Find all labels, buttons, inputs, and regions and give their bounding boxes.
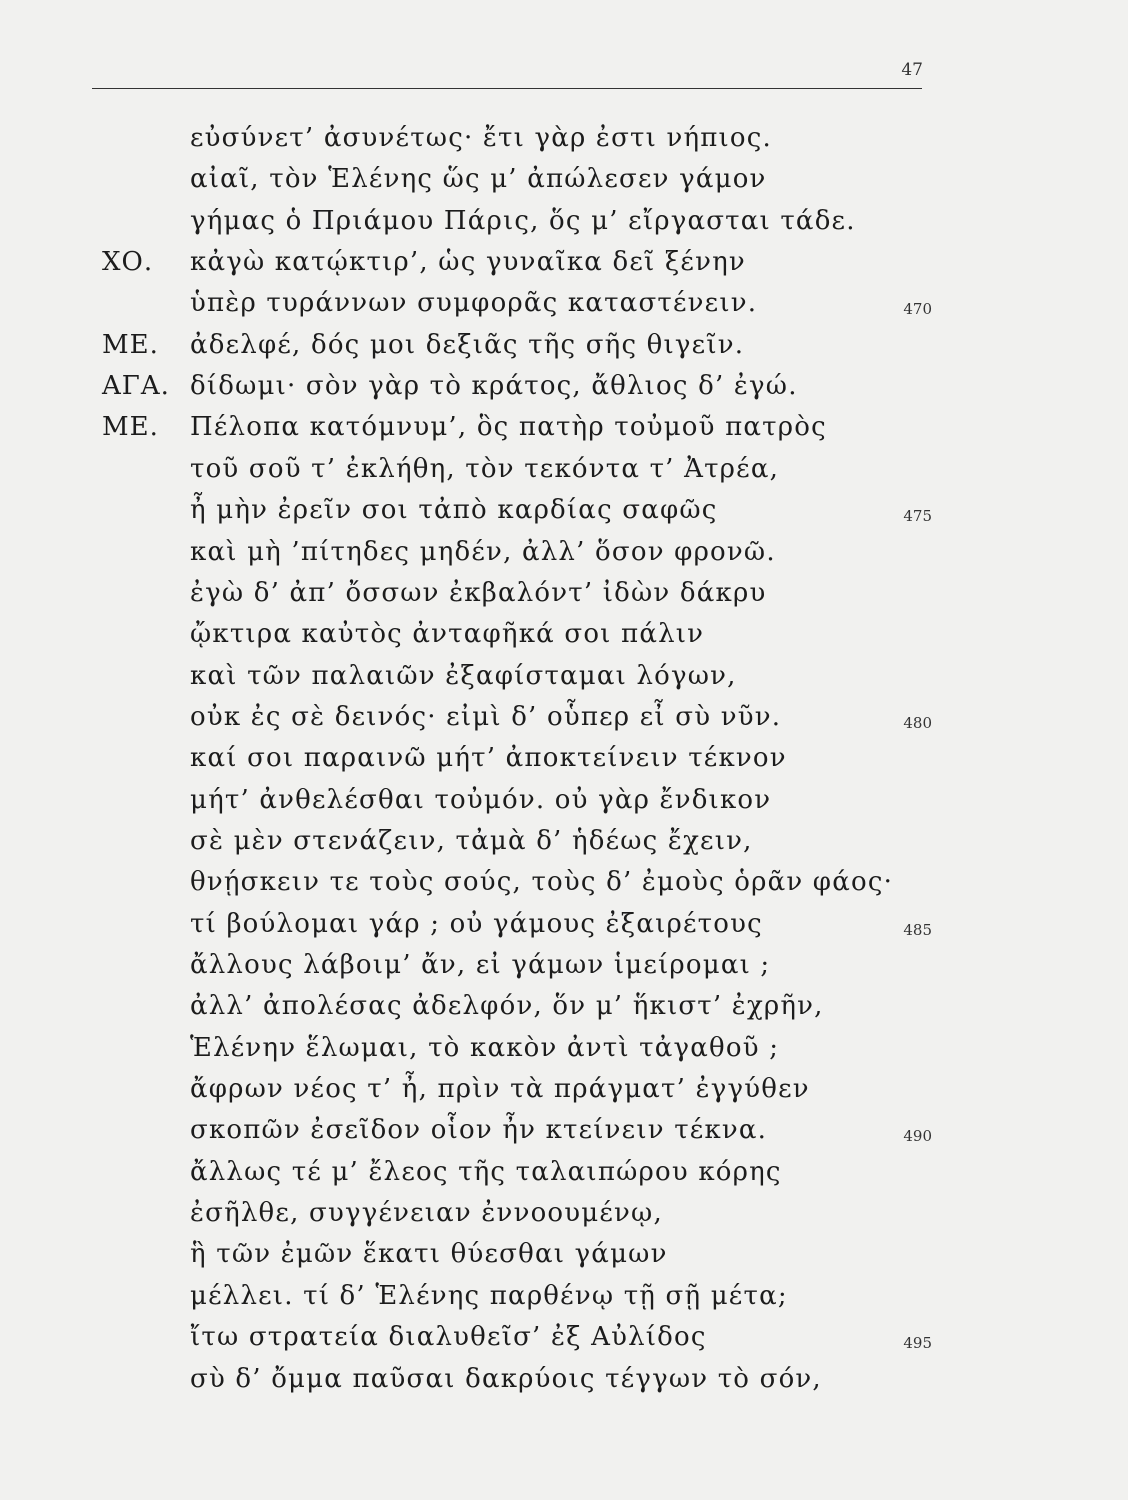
verse-line [0,613,1128,655]
verse-line [0,1109,1128,1151]
verse-text: ἦ μὴν ἐρεῖν σοι τἀπὸ καρδίας σαφῶς [190,495,718,526]
verse-line [0,944,1128,986]
verse-text: τί βούλομαι γάρ ; οὐ γάμους ἐξαιρέτους [190,908,763,939]
verse-line [0,1068,1128,1110]
verse-line [0,985,1128,1027]
verse-line [0,117,1128,159]
verse-text: σὺ δ’ ὄμμα παῦσαι δακρύοις τέγγων τὸ σόν, [190,1363,822,1394]
verse-text: αἰαῖ, τὸν Ἑλένης ὥς μ’ ἀπώλεσεν γάμον [190,164,767,195]
verse-text: καί σοι παραινῶ μήτ’ ἀποκτείνειν τέκνον [190,743,787,774]
verse-text: κἀγὼ κατῴκτιρ’, ὡς γυναῖκα δεῖ ξένην [190,247,746,278]
verse-text: καὶ μὴ ’πίτηδες μηδέν, ἀλλ’ ὅσον φρονῶ. [190,536,776,567]
verse-line [0,779,1128,821]
verse-line [0,448,1128,490]
verse-line [0,820,1128,862]
verse-text: δίδωμι· σὸν γὰρ τὸ κράτος, ἄθλιος δ’ ἐγώ. [190,371,798,402]
speaker-label: ΧΟ. [102,247,154,278]
verse-text: Ἑλένην ἕλωμαι, τὸ κακὸν ἀντὶ τἀγαθοῦ ; [190,1032,780,1063]
verse-line [0,489,1128,531]
verse-text: θνῄσκειν τε τοὺς σούς, τοὺς δ’ ἐμοὺς ὁρᾶν φάος· [190,867,894,898]
verse-text: ᾤκτιρα καὐτὸς ἀνταφῆκά σοι πάλιν [190,619,705,650]
verse-line [0,282,1128,324]
line-number: 480 [903,713,932,732]
verse-line [0,365,1128,407]
verse-text: ἴτω στρατεία διαλυθεῖσ’ ἐξ Αὐλίδος [190,1322,707,1353]
page-number: 47 [901,60,923,80]
verse-line [0,324,1128,366]
verse-line [0,572,1128,614]
verse-text: ἐγὼ δ’ ἀπ’ ὄσσων ἐκβαλόντ’ ἰδὼν δάκρυ [190,577,767,608]
verse-line [0,1233,1128,1275]
verse-text: σὲ μὲν στενάζειν, τἀμὰ δ’ ἡδέως ἔχειν, [190,825,753,856]
verse-line [0,861,1128,903]
line-number: 470 [903,300,932,319]
speaker-label: ΜΕ. [102,412,159,443]
verse-text: ἣ τῶν ἐμῶν ἕκατι θύεσθαι γάμων [190,1239,668,1270]
verse-line [0,1316,1128,1358]
verse-text: γήμας ὁ Πριάμου Πάρις, ὅς μ’ εἴργασται τάδε. [190,205,856,236]
verse-line [0,1275,1128,1317]
verse-line [0,1358,1128,1400]
line-number: 490 [903,1127,932,1146]
verse-text: ἀλλ’ ἀπολέσας ἀδελφόν, ὅν μ’ ἥκιστ’ ἐχρῆν, [190,991,824,1022]
line-number: 495 [903,1334,932,1353]
verse-text: μέλλει. τί δ’ Ἑλένης παρθένῳ τῇ σῇ μέτα; [190,1280,788,1311]
verse-text: ἄλλως τέ μ’ ἔλεος τῆς ταλαιπώρου κόρης [190,1156,782,1187]
line-number: 485 [903,920,932,939]
verse-line [0,655,1128,697]
verse-line [0,1192,1128,1234]
line-number: 475 [903,507,932,526]
verse-text: καὶ τῶν παλαιῶν ἐξαφίσταμαι λόγων, [190,660,737,691]
verse-line [0,241,1128,283]
verse-text: ἄλλους λάβοιμ’ ἄν, εἰ γάμων ἱμείρομαι ; [190,950,771,980]
verse-line [0,1151,1128,1193]
verse-text: ἀδελφέ, δός μοι δεξιᾶς τῆς σῆς θιγεῖν. [190,329,745,360]
verse-line [0,158,1128,200]
verse-text: μήτ’ ἀνθελέσθαι τοὐμόν. οὐ γὰρ ἔνδικον [190,784,772,815]
verse-line [0,696,1128,738]
verse-line [0,531,1128,573]
verse-line [0,1027,1128,1069]
speaker-label: ΜΕ. [102,329,159,360]
verse-text: ὑπὲρ τυράννων συμφορᾶς καταστένειν. [190,288,758,319]
header-rule [92,88,922,89]
verse-text: σκοπῶν ἐσεῖδον οἷον ἦν κτείνειν τέκνα. [190,1115,768,1146]
speaker-label: ΑΓΑ. [102,371,170,402]
verse-text: οὐκ ἐς σὲ δεινός· εἰμὶ δ’ οὗπερ εἶ σὺ νῦν. [190,701,782,732]
verse-line [0,200,1128,242]
verse-text: εὐσύνετ’ ἀσυνέτως· ἔτι γὰρ ἐστι νήπιος. [190,123,773,153]
verse-line [0,406,1128,448]
verse-line [0,903,1128,945]
verse-text: ἄφρων νέος τ’ ἦ, πρὶν τὰ πράγματ’ ἐγγύθεν [190,1074,810,1105]
verse-line [0,737,1128,779]
verse-text: Πέλοπα κατόμνυμ’, ὃς πατὴρ τοὐμοῦ πατρὸς [190,412,827,443]
verse-text: τοῦ σοῦ τ’ ἐκλήθη, τὸν τεκόντα τ’ Ἀτρέα, [190,453,780,484]
verse-text: ἐσῆλθε, συγγένειαν ἐννοουμένῳ, [190,1198,663,1229]
